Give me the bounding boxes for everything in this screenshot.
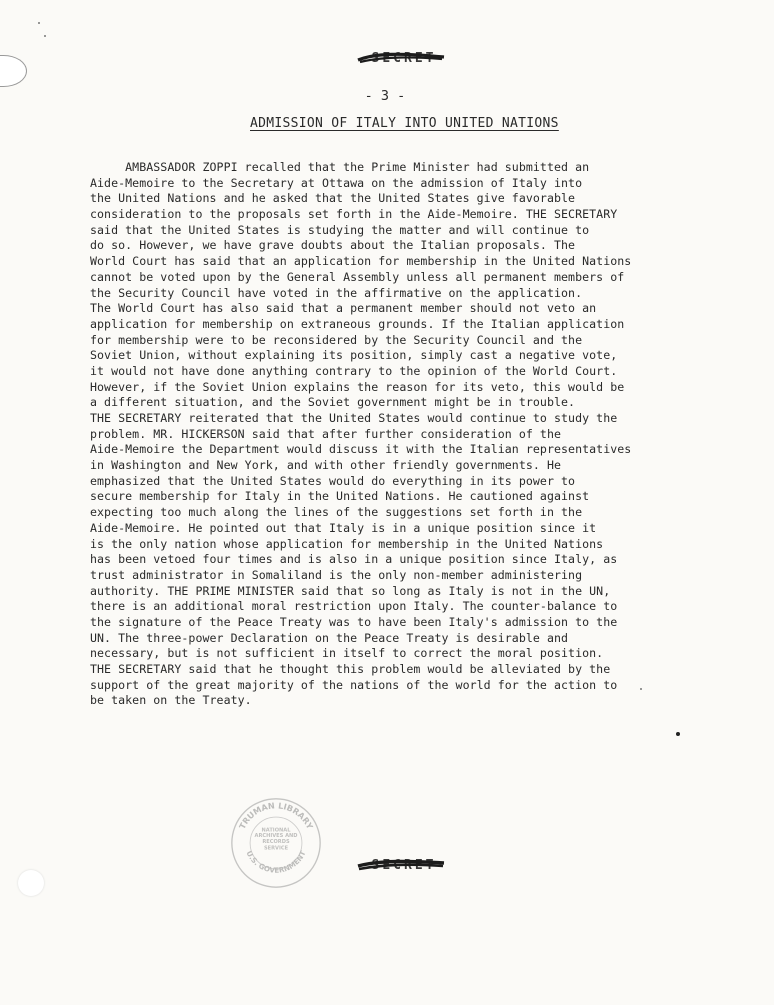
body-line: THE SECRETARY reiterated that the United States would continue to study the [90,411,618,425]
body-line: the signature of the Peace Treaty was to have been Italy's admission to the [90,614,618,629]
body-line: in Washington and New York, and with other friendly governments. He [90,458,562,473]
body-line: necessary, but is not sufficient in itself to correct the moral position. [90,646,604,661]
body-line: it would not have done anything contrary to the opinion of the World Court. [90,363,618,378]
body-line: secure membership for Italy in the United Nations. He cautioned against [90,489,590,504]
classification-label: SECRET [371,51,437,66]
classification-mark-bottom [362,857,446,875]
body-line: the United Nations and he asked that the United States give favorable [90,191,576,206]
memo-body [90,160,730,709]
archive-seal-icon [228,795,324,891]
body-line: World Court has said that an application for membership in the United Nations [90,254,632,269]
body-line: Aide-Memoire the Department would discuss it with the Italian representatives [90,442,632,457]
body-line: a different situation, and the Soviet government might be in trouble. [90,395,576,410]
body-line: said that the United States is studying the matter and will continue to [90,222,590,237]
redaction-strike-icon [356,859,446,871]
seal-text-top: TRUMAN LIBRARY [236,800,316,831]
classification-label: SECRET [371,858,437,873]
body-line: problem. MR. HICKERSON said that after further consideration of the [90,426,562,441]
body-line: However, if the Soviet Union explains the reason for its veto, this would be [90,379,625,394]
body-line: AMBASSADOR ZOPPI recalled that the Prime Minister had submitted an [90,160,590,174]
classification-mark-top [362,50,446,68]
body-line: trust administrator in Somaliland is the only non-member administering [90,567,583,582]
body-line: authority. THE PRIME MINISTER said that so long as Italy is not in the UN, [90,583,611,598]
redaction-strike-icon [356,52,446,64]
paper-speck [44,35,46,37]
body-line: has been vetoed four times and is also in a unique position since Italy, as [90,552,618,567]
ink-dot [676,732,680,736]
body-line: UN. The three-power Declaration on the Peace Treaty is desirable and [90,630,569,645]
body-line: cannot be voted upon by the General Assembly unless all permanent members of [90,269,625,284]
body-line: Aide-Memoire. He pointed out that Italy is in a unique position since it [90,520,597,535]
body-line: for membership were to be reconsidered by the Security Council and the [90,332,583,347]
body-line: do so. However, we have grave doubts about the Italian proposals. The [90,238,576,253]
body-line: there is an additional moral restriction upon Italy. The counter-balance to [90,599,618,614]
punch-hole-top [0,55,27,87]
body-line: Aide-Memoire to the Secretary at Ottawa on the admission of Italy into [90,175,583,190]
body-line: THE SECRETARY said that he thought this problem would be alleviated by the [90,662,611,676]
body-line: expecting too much along the lines of the suggestions set forth in the [90,505,583,520]
section-heading: ADMISSION OF ITALY INTO UNITED NATIONS [250,116,559,131]
body-line: the Security Council have voted in the affirmative on the application. [90,285,583,300]
seal-text-bottom: U.S. GOVERNMENT [244,849,308,875]
body-line: is the only nation whose application for membership in the United Nations [90,536,604,551]
paper-speck [38,22,40,24]
body-line: support of the great majority of the nations of the world for the action to [90,677,618,692]
body-line: application for membership on extraneous grounds. If the Italian application [90,316,625,331]
body-line: be taken on the Treaty. [90,693,252,708]
punch-hole-bottom [18,870,44,896]
page-number: - 3 - [364,88,406,104]
seal-text-inner: NATIONAL ARCHIVES AND RECORDS SERVICE [254,827,298,852]
svg-text:TRUMAN LIBRARY [237,800,315,830]
body-line: emphasized that the United States would do everything in its power to [90,473,576,488]
body-line: Soviet Union, without explaining its position, simply cast a negative vote, [90,348,618,363]
body-line: consideration to the proposals set forth in the Aide-Memoire. THE SECRETARY [90,207,618,222]
body-line: The World Court has also said that a permanent member should not veto an [90,301,597,316]
